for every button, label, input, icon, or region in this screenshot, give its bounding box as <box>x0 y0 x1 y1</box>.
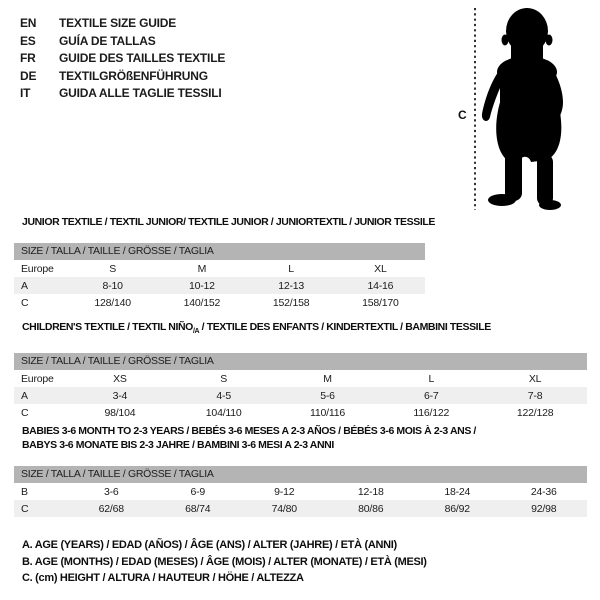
lang-code: IT <box>20 86 31 100</box>
value-cell: 3-4 <box>112 389 128 402</box>
baby-body <box>482 8 563 210</box>
lang-row-en <box>20 15 225 33</box>
lang-text: TEXTILGRÖßENFÜHRUNG <box>59 68 208 83</box>
baby-silhouette-icon <box>455 4 590 216</box>
value-cell: 80/86 <box>358 502 384 515</box>
value-cell: M <box>197 262 207 275</box>
value-cell: 140/152 <box>183 296 221 309</box>
value-cell: 122/128 <box>516 406 554 419</box>
value-cell: 116/122 <box>413 406 450 419</box>
baby-figure <box>455 4 590 216</box>
table-row <box>14 404 587 421</box>
value-cell: 3-6 <box>103 485 119 498</box>
babies-table-title <box>14 424 587 452</box>
value-cell: 92/98 <box>531 502 557 515</box>
value-cell: 14-16 <box>367 279 394 292</box>
size-header-bar: SIZE / TALLA / TAILLE / GRÖSSE / TAGLIA <box>14 466 587 483</box>
row-label-cell: Europe <box>21 372 54 385</box>
lang-row-de <box>20 68 225 86</box>
value-cell: 98/104 <box>104 406 136 419</box>
lang-text: GUIDA ALLE TAGLIE TESSILI <box>59 86 222 100</box>
lang-row-es <box>20 33 225 51</box>
value-cell: 4-5 <box>216 389 231 402</box>
table-row <box>14 500 587 517</box>
value-cell: 12-18 <box>357 485 384 498</box>
childrens-table-title <box>14 320 587 339</box>
value-cell: 12-13 <box>278 279 305 292</box>
table-row <box>14 483 587 500</box>
lang-code: ES <box>20 33 36 48</box>
value-cell: 5-6 <box>320 389 335 402</box>
childrens-size-table <box>14 370 587 421</box>
junior-size-table <box>14 260 425 311</box>
childrens-textile-section <box>14 320 587 421</box>
value-cell: L <box>288 262 294 275</box>
lang-text: GUIDE DES TAILLES TEXTILE <box>59 51 226 65</box>
value-cell: 7-8 <box>527 389 543 402</box>
babies-textile-section <box>14 424 587 517</box>
table-title-line: BABIES 3-6 MONTH TO 2-3 YEARS / BEBÉS 3-6 MESES A 2-3 AÑOS / BÉBÉS 3-6 MOIS À 2-3 ANS / <box>22 425 476 437</box>
lang-code: FR <box>20 51 36 65</box>
size-header-bar: SIZE / TALLA / TAILLE / GRÖSSE / TAGLIA <box>14 353 587 370</box>
value-cell: M <box>323 372 332 385</box>
value-cell: 152/158 <box>272 296 310 309</box>
junior-textile-section <box>14 215 435 311</box>
value-cell: XL <box>528 372 542 385</box>
value-cell: 74/80 <box>271 502 297 515</box>
lang-row-fr <box>20 50 225 68</box>
value-cell: S <box>220 372 228 385</box>
value-cell: 86/92 <box>444 502 470 515</box>
value-cell: L <box>428 372 435 385</box>
table-title-line: CHILDREN'S TEXTILE / TEXTIL $NIÑO_{/A}$ / TEXTILE DES ENFANTS / KINDERTEXTIL / BAMBINI TESSILE <box>22 321 491 336</box>
height-measure-label: C <box>458 108 467 122</box>
table-row <box>14 370 587 387</box>
footnotes <box>22 537 427 587</box>
value-cell: 104/110 <box>205 406 242 419</box>
table-title-line: BABYS 3-6 MONATE BIS 2-3 JAHRE / BAMBINI 3-6 MESI A 2-3 ANNI <box>22 439 334 451</box>
row-label-cell: C <box>21 406 29 419</box>
lang-text: GUÍA DE TALLAS <box>59 33 156 48</box>
size-header-bar: SIZE / TALLA / TAILLE / GRÖSSE / TAGLIA <box>14 243 425 260</box>
footnote-c: C. (cm) HEIGHT / ALTURA / HAUTEUR / HÖHE / ALTEZZA <box>22 572 304 584</box>
value-cell: 9-12 <box>274 485 295 498</box>
value-cell: 18-24 <box>444 485 471 498</box>
value-cell: 8-10 <box>102 279 123 292</box>
value-cell: 68/74 <box>185 502 211 515</box>
value-cell: 128/140 <box>94 296 131 309</box>
language-header-list <box>20 15 225 103</box>
table-row <box>14 294 425 311</box>
value-cell: XS <box>113 372 127 385</box>
babies-size-table <box>14 483 587 517</box>
table-title-line: JUNIOR TEXTILE / TEXTIL JUNIOR/ TEXTILE JUNIOR / JUNIORTEXTIL / JUNIOR TESSILE <box>22 216 435 228</box>
lang-code: EN <box>20 16 37 30</box>
lang-code: DE <box>20 68 37 83</box>
footnote-b: B. AGE (MONTHS) / EDAD (MESES) / ÂGE (MOIS) / ALTER (MONATE) / ETÀ (MESI) <box>22 555 427 568</box>
row-label-cell: Europe <box>21 262 54 275</box>
table-row <box>14 277 425 294</box>
value-cell: 158/170 <box>362 296 399 309</box>
value-cell: 62/68 <box>98 502 124 515</box>
footnote-a: A. AGE (YEARS) / EDAD (AÑOS) / ÂGE (ANS) / ALTER (JAHRE) / ETÀ (ANNI) <box>22 539 397 551</box>
row-label-cell: A <box>21 389 28 402</box>
value-cell: 110/116 <box>309 406 345 419</box>
value-cell: 24-36 <box>530 485 557 498</box>
junior-table-title <box>14 215 435 229</box>
value-cell: 6-9 <box>190 485 206 498</box>
row-label-cell: A <box>21 279 28 292</box>
value-cell: 6-7 <box>424 389 439 402</box>
row-label-cell: C <box>21 502 29 515</box>
table-row <box>14 387 587 404</box>
row-label-cell: B <box>21 485 28 498</box>
value-cell: 10-12 <box>188 279 215 292</box>
lang-text: TEXTILE SIZE GUIDE <box>59 16 177 30</box>
lang-row-it <box>20 85 225 103</box>
value-cell: S <box>109 262 117 275</box>
row-label-cell: C <box>21 296 29 309</box>
table-row <box>14 260 425 277</box>
value-cell: XL <box>374 262 387 275</box>
